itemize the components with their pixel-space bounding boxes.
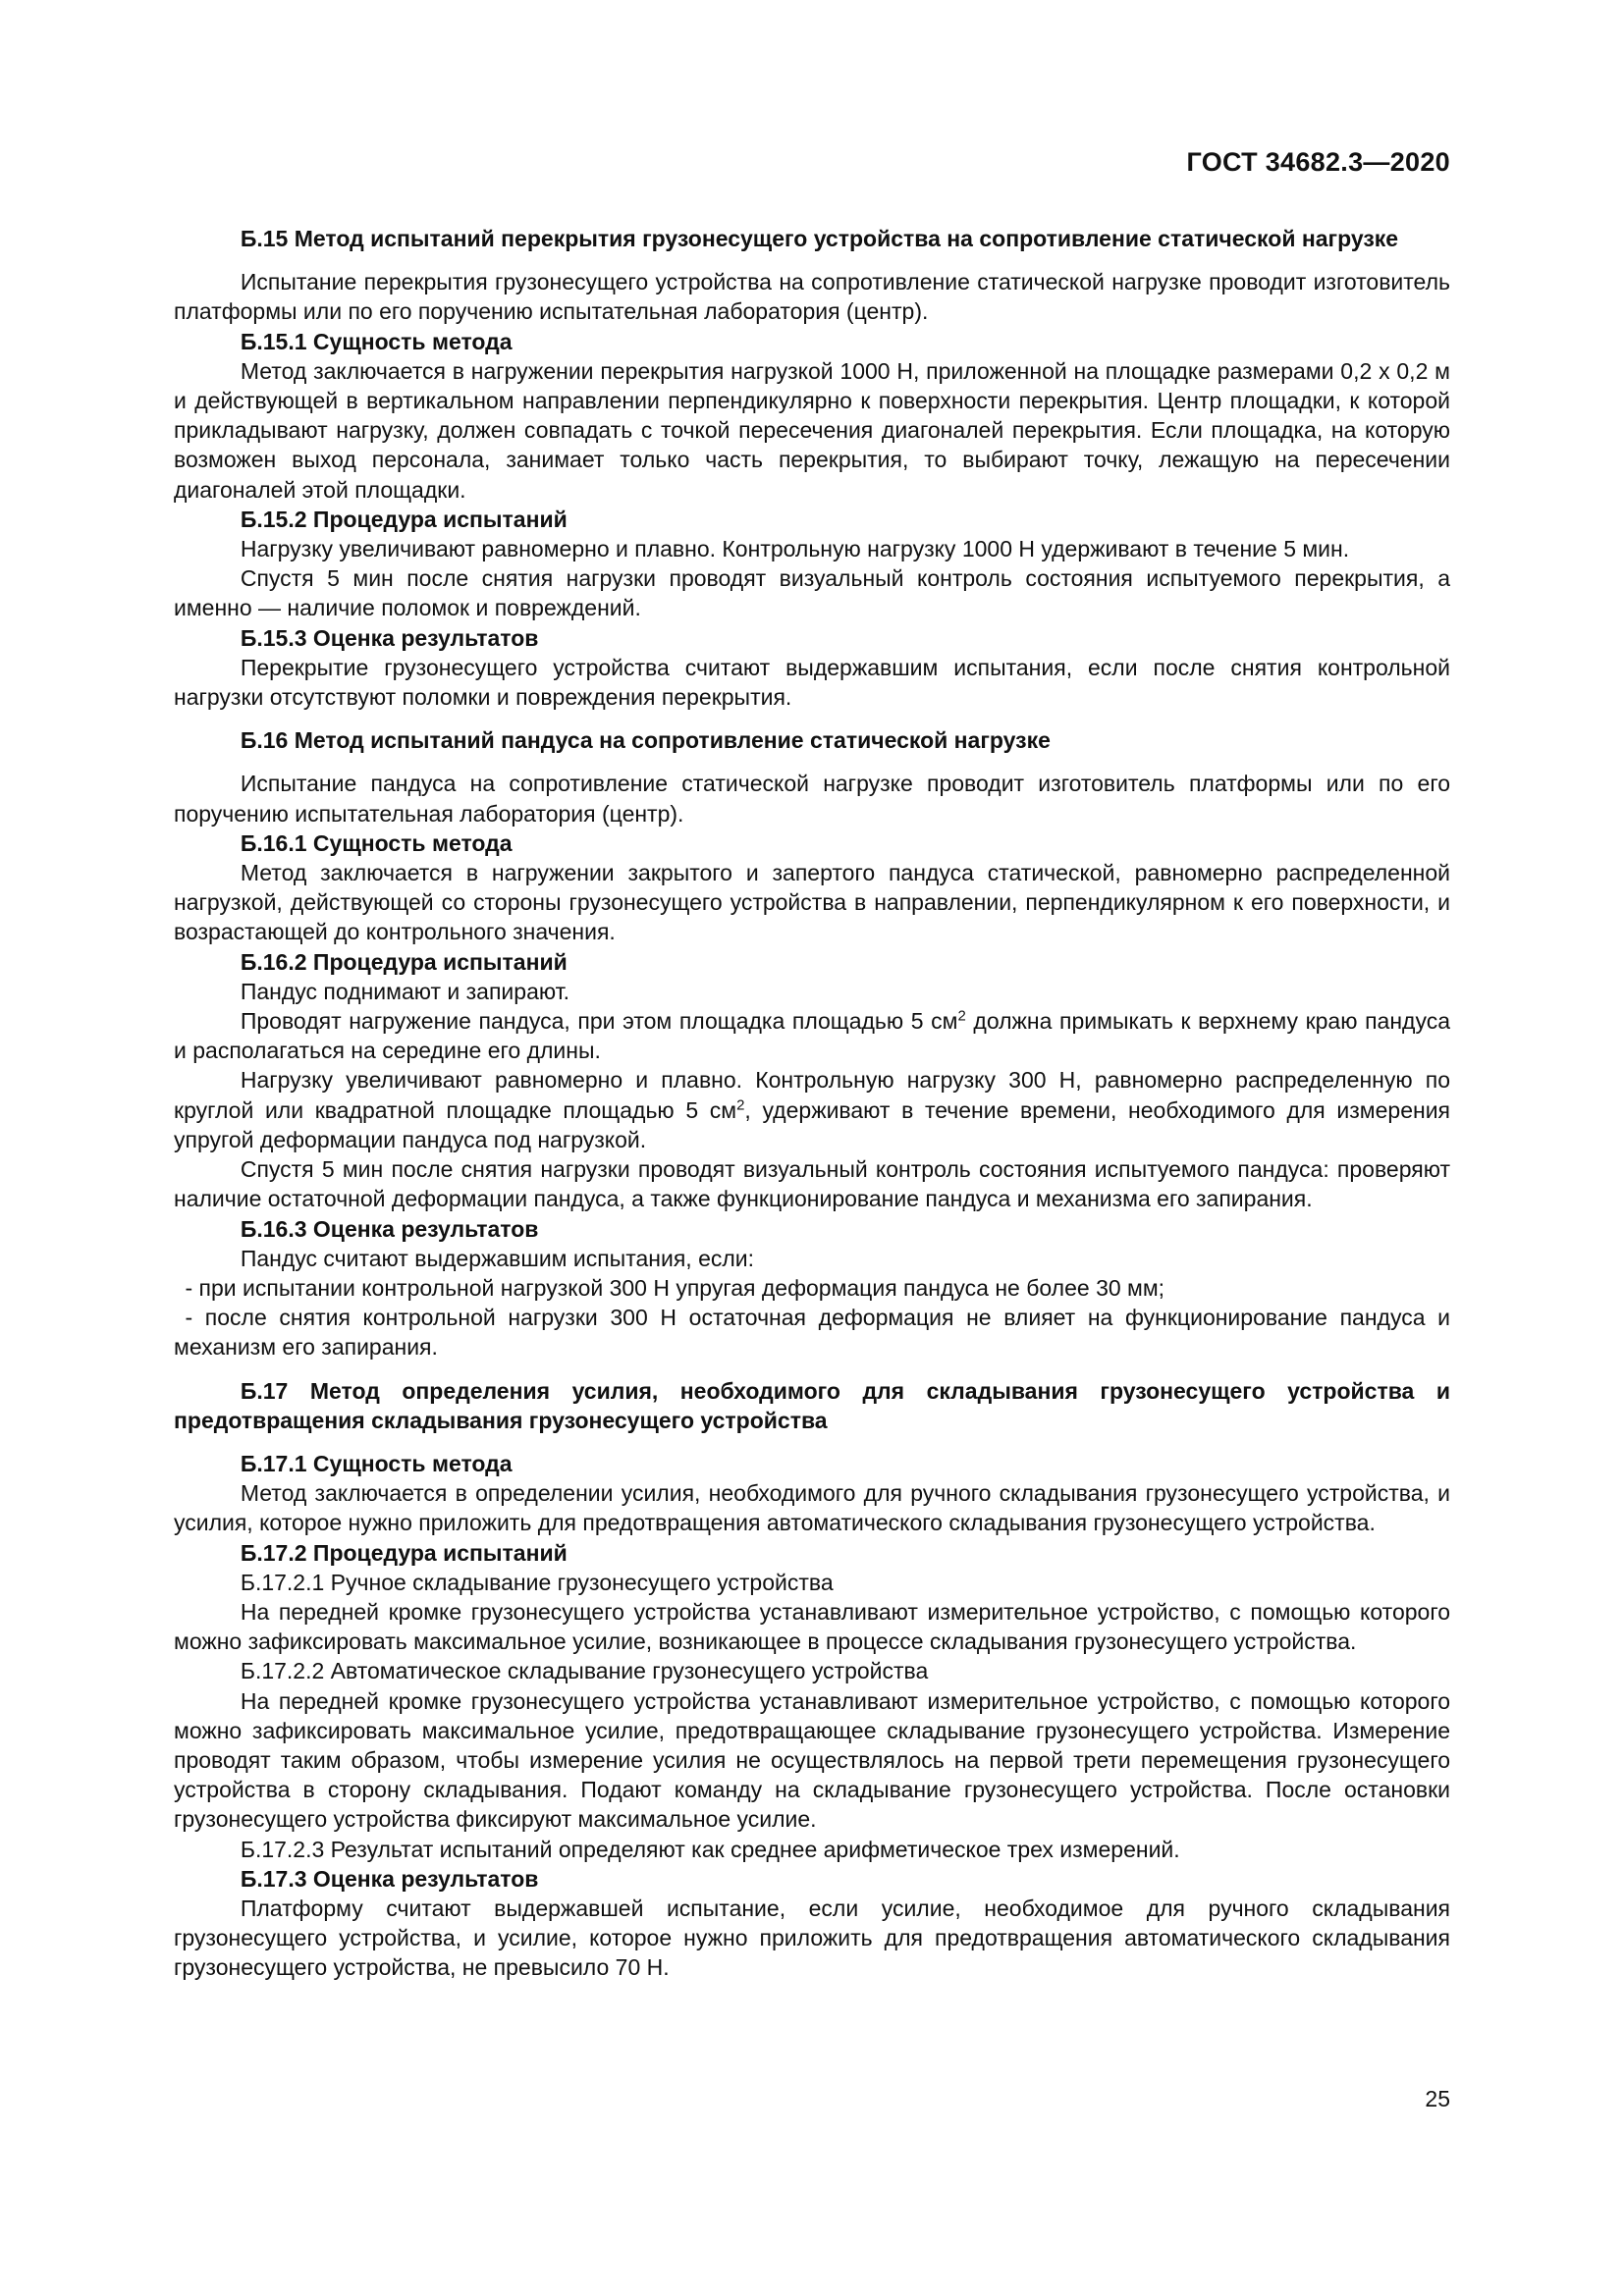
- document-body: [174, 224, 1450, 1983]
- section-b15-2-para-1: Нагрузку увеличивают равномерно и плавно. Контрольную нагрузку 1000 Н удерживают в течение 5 мин.: [240, 536, 1350, 562]
- section-b17-2-3-text: Б.17.2.3 Результат испытаний определяют как среднее арифметическое трех измерений.: [240, 1836, 1180, 1862]
- section-b15-3-text: Перекрытие грузонесущего устройства считают выдержавшим испытания, если после снятия контрольной нагрузки отсутствуют поломки и повреждения перекрытия.: [174, 654, 1450, 711]
- section-b17-2-title: Б.17.2 Процедура испытаний: [240, 1539, 568, 1566]
- section-b16-title: Б.16 Метод испытаний пандуса на сопротивление статической нагрузке: [240, 727, 1051, 754]
- standard-designation: ГОСТ 34682.3—2020: [1186, 147, 1450, 177]
- section-b16-2-para-3: [174, 1065, 1450, 1154]
- section-b16-1-title: Б.16.1 Сущность метода: [240, 829, 513, 856]
- section-b16-3-intro: Пандус считают выдержавшим испытания, если:: [240, 1245, 755, 1271]
- section-b17-1-text: Метод заключается в определении усилия, необходимого для ручного складывания грузонесущего устройства, и усилия, которое нужно приложить для предотвращения автоматического складывания грузонесущего устройства.: [174, 1480, 1450, 1536]
- text-span: должна примыкать к верхнему краю пандуса и располагаться на середине его длины.: [174, 1008, 1450, 1064]
- list-item: - после снятия контрольной нагрузки 300 Н остаточная деформация не влияет на функционирование пандуса и механизм его запирания.: [174, 1305, 1450, 1361]
- section-b15-1-text: Метод заключается в нагружении перекрытия нагрузкой 1000 Н, приложенной на площадке размерами 0,2 х 0,2 м и действующей в вертикальном направлении перпендикулярно к поверхности перекрытия. Центр площадки, к которой прикладывают нагрузку, должен совпадать с точкой пересечения диагоналей перекрытия. Если площадка, на которую возможен выход персонала, занимает только часть перекрытия, то выбирают точку, лежащую на пересечении диагоналей этой площадки.: [174, 357, 1450, 503]
- section-b16-2-para-1: Пандус поднимают и запирают.: [240, 978, 569, 1004]
- list-item: - при испытании контрольной нагрузкой 300 Н упругая деформация пандуса не более 30 мм;: [185, 1274, 1165, 1301]
- text-span: Проводят нагружение пандуса, при этом площадка площадью 5 см: [240, 1008, 958, 1035]
- section-b16-3-title: Б.16.3 Оценка результатов: [240, 1215, 539, 1242]
- superscript: 2: [736, 1096, 745, 1114]
- section-b16-2-para-2: [174, 1006, 1450, 1065]
- section-b17-2-2-text: На передней кромке грузонесущего устройства устанавливают измерительное устройство, с помощью которого можно зафиксировать максимальное усилие, предотвращающее складывание грузонесущего устройства. Измерение проводят таким образом, чтобы измерение усилия не осуществлялось на первой трети перемещения грузонесущего устройства в сторону складывания. Подают команду на складывание грузонесущего устройства. После остановки грузонесущего устройства фиксируют максимальное усилие.: [174, 1687, 1450, 1833]
- section-b17-2-2-title: Б.17.2.2 Автоматическое складывание грузонесущего устройства: [240, 1658, 929, 1684]
- section-b15-2-title: Б.15.2 Процедура испытаний: [240, 506, 568, 532]
- section-b17-2-1-text: На передней кромке грузонесущего устройства устанавливают измерительное устройство, с помощью которого можно зафиксировать максимальное усилие, возникающее в процессе складывания грузонесущего устройства.: [174, 1598, 1450, 1655]
- section-b16-1-text: Метод заключается в нагружении закрытого и запертого пандуса статической, равномерно распределенной нагрузкой, действующей со стороны грузонесущего устройства в направлении, перпендикулярном к его поверхности, и возрастающей до контрольного значения.: [174, 860, 1450, 945]
- section-b15-2-para-2: Спустя 5 мин после снятия нагрузки проводят визуальный контроль состояния испытуемого перекрытия, а именно — наличие поломок и повреждений.: [174, 565, 1450, 621]
- section-b17-2-1-title: Б.17.2.1 Ручное складывание грузонесущего устройства: [240, 1569, 834, 1595]
- section-b17-3-title: Б.17.3 Оценка результатов: [240, 1865, 539, 1892]
- section-b16-2-para-4: Спустя 5 мин после снятия нагрузки проводят визуальный контроль состояния испытуемого пандуса: проверяют наличие остаточной деформации пандуса, а также функционирование пандуса и механизма его запирания.: [174, 1156, 1450, 1212]
- section-b15-intro: Испытание перекрытия грузонесущего устройства на сопротивление статической нагрузке проводит изготовитель платформы или по его поручению испытательная лаборатория (центр).: [174, 269, 1450, 325]
- section-b16-2-title: Б.16.2 Процедура испытаний: [240, 948, 568, 975]
- superscript: 2: [957, 1007, 966, 1025]
- section-b16-intro: Испытание пандуса на сопротивление статической нагрузке проводит изготовитель платформы или по его поручению испытательная лаборатория (центр).: [174, 771, 1450, 827]
- section-b17-3-text: Платформу считают выдержавшей испытание, если усилие, необходимое для ручного складывания грузонесущего устройства, и усилие, которое нужно приложить для предотвращения автоматического складывания грузонесущего устройства, не превысило 70 Н.: [174, 1895, 1450, 1981]
- page-number: 25: [1425, 2086, 1450, 2111]
- section-b15-1-title: Б.15.1 Сущность метода: [240, 328, 513, 354]
- section-b15-title: Б.15 Метод испытаний перекрытия грузонесущего устройства на сопротивление статической нагрузке: [240, 226, 1399, 251]
- section-b17-1-title: Б.17.1 Сущность метода: [240, 1450, 513, 1476]
- section-b15-3-title: Б.15.3 Оценка результатов: [240, 624, 539, 651]
- text-span: , удерживают в течение времени, необходимого для измерения упругой деформации пандуса под нагрузкой.: [174, 1096, 1450, 1152]
- section-b17-title: Б.17 Метод определения усилия, необходимого для складывания грузонесущего устройства и предотвращения складывания грузонесущего устройства: [174, 1377, 1450, 1433]
- text-span: Нагрузку увеличивают равномерно и плавно. Контрольную нагрузку 300 Н, равномерно распределенную по круглой или квадратной площадке площадью 5 см: [174, 1067, 1450, 1123]
- document-page: [174, 0, 1450, 2296]
